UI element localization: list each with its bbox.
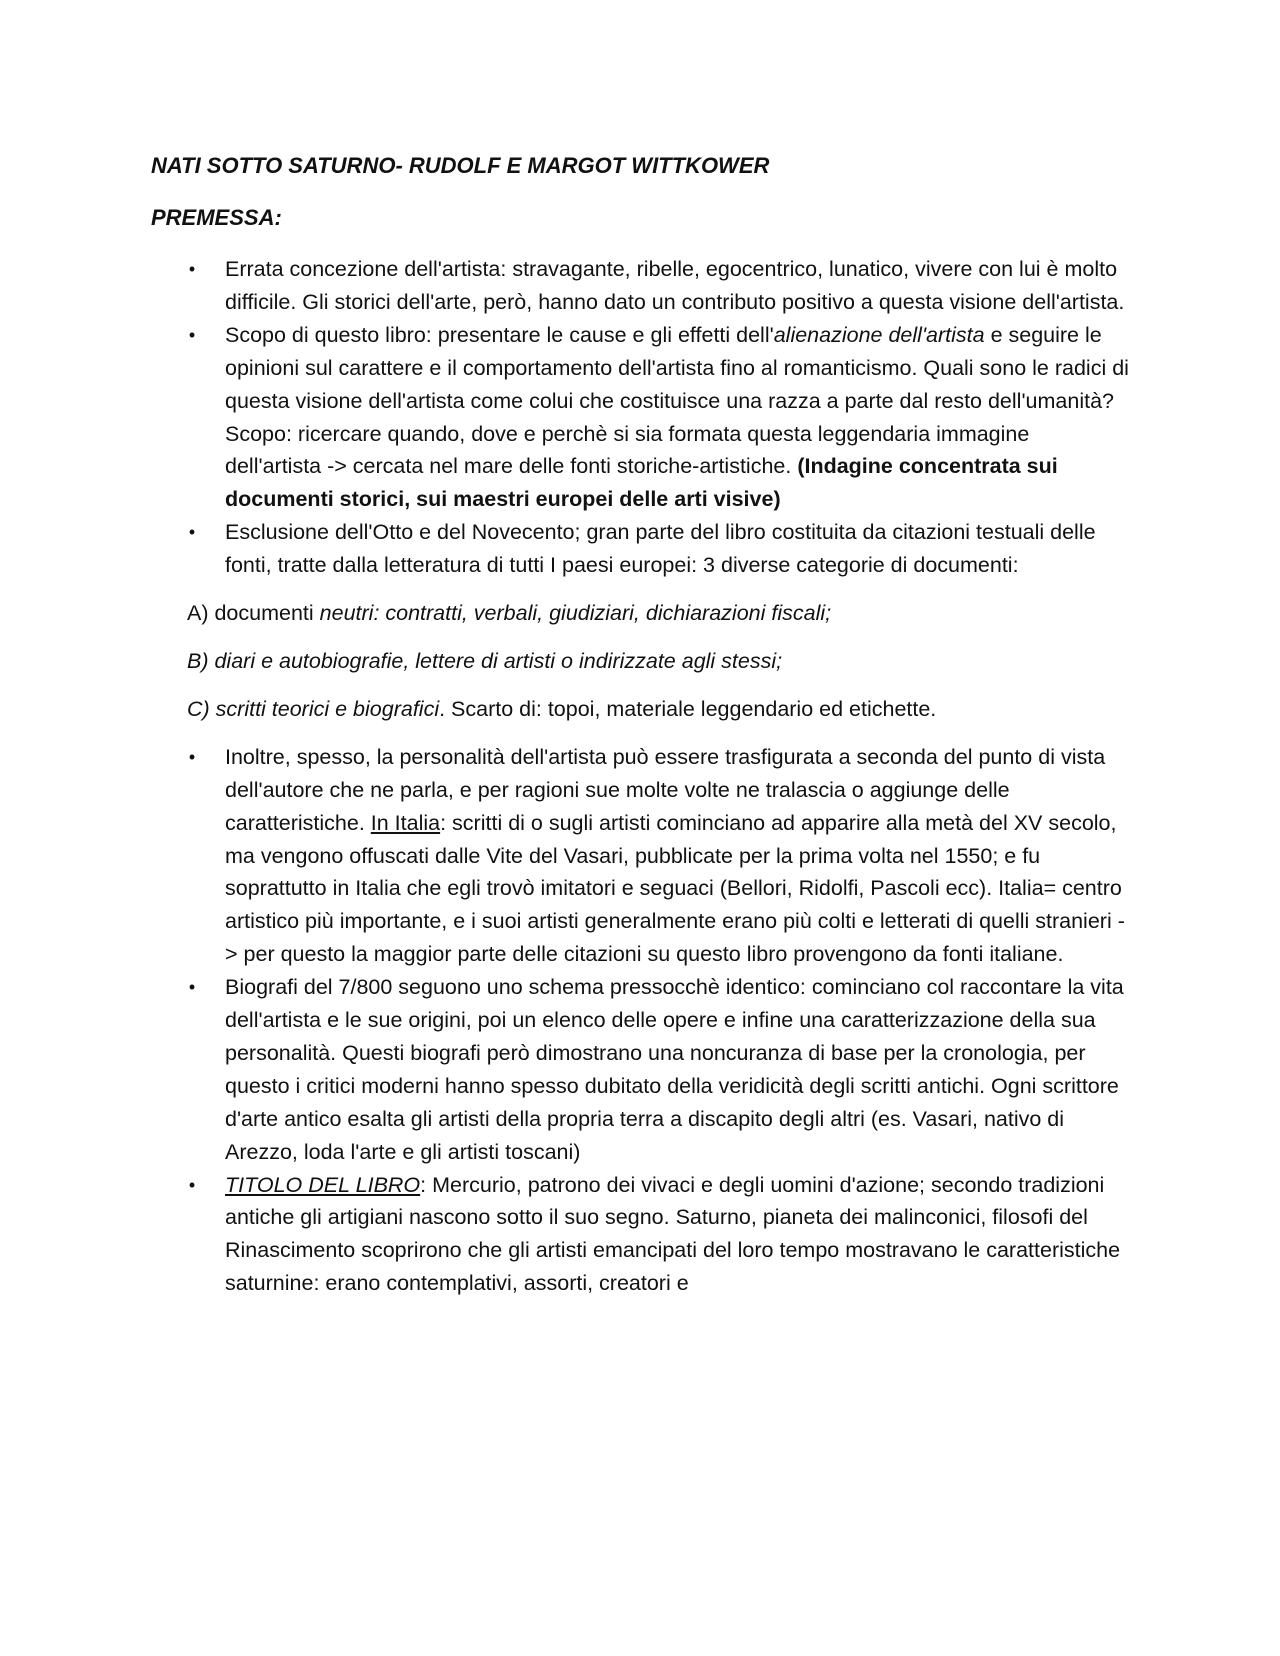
italic-phrase: alienazione dell'artista (773, 322, 985, 347)
bullet-icon: • (188, 746, 196, 767)
list-item (151, 971, 1131, 1168)
category-a (187, 597, 1131, 630)
category-b (187, 645, 1131, 678)
category-b-italic: B) diari e autobiografie, lettere di artisti o indirizzate agli stessi; (187, 648, 783, 673)
list-item-text: Inoltre, spesso, la personalità dell'artista può essere trasfigurata a seconda del punto di vista dell'autore che ne parla, e per ragioni sue molte volte ne tralascia o aggiunge delle caratteristiche. (225, 744, 1106, 835)
list-item (151, 516, 1131, 582)
category-a-label: A) documenti (187, 601, 320, 626)
bold-phrase: (Indagine concentrata sui documenti storici, sui maestri europei delle arti visive) (225, 454, 1058, 512)
list-item-text: : Mercurio, patrono dei vivaci e degli uomini d'azione; secondo tradizioni antiche gli artigiani nascono sotto il suo segno. Saturno, pianeta dei malinconici, filosofi del Rinascimento scoprirono che gli artisti emancipati del loro tempo mostravano le caratteristiche saturnine: erano contemplativi, assorti, creatori e (225, 1172, 1121, 1296)
bullet-icon: • (188, 1174, 196, 1195)
list-item-text: Biografi del 7/800 seguono uno schema pressocchè identico: cominciano col raccontare la vita dell'artista e le sue origini, poi un elenco delle opere e infine una caratterizzazione della sua personalità. Questi biografi però dimostrano una noncuranza di base per la cronologia, per questo i critici moderni hanno spesso dubitato della veridicità degli scritti antichi. Ogni scrittore d'arte antico esalta gli artisti della propria terra a discapito degli altri (es. Vasari, nativo di Arezzo, loda l'arte e gli artisti toscani) (225, 975, 1124, 1164)
list-item (151, 1169, 1131, 1301)
bullet-icon: • (188, 522, 196, 543)
document-title: NATI SOTTO SATURNO- RUDOLF E MARGOT WITTKOWER (151, 153, 770, 178)
category-a-italic: neutri: contratti, verbali, giudiziari, dichiarazioni fiscali; (319, 601, 832, 626)
list-item (151, 253, 1131, 319)
bullet-list-1 (151, 253, 1131, 582)
category-c-italic: C) scritti teorici e biografici (187, 696, 440, 721)
list-item-text: e seguire le opinioni sul carattere e il comportamento dell'artista fino al romanticismo. Quali sono le radici di questa visione dell'artista come colui che costituisce una razza a parte dal resto dell'umanità? Scopo: ricercare quando, dove e perchè si sia formata questa leggendaria immagine dell'artista -> cercata nel mare delle fonti storiche-artistiche. (225, 322, 1129, 479)
bullet-icon: • (188, 259, 196, 279)
section-heading-premessa: PREMESSA: (151, 205, 282, 230)
list-item (151, 319, 1131, 516)
list-item-text: Scopo di questo libro: presentare le cause e gli effetti dell' (225, 322, 774, 347)
bullet-icon: • (188, 324, 196, 345)
bullet-list-2 (151, 741, 1131, 1300)
book-title-label: TITOLO DEL LIBRO (225, 1172, 421, 1197)
list-item (151, 741, 1131, 971)
bullet-icon: • (188, 977, 196, 998)
category-c (187, 693, 1131, 726)
list-item-text: : scritti di o sugli artisti cominciano ad apparire alla metà del XV secolo, ma vengono offuscati dalle Vite del Vasari, pubblicate per la prima volta nel 1550; e fu soprattutto in Italia che egli trovò imitatori e seguaci (Bellori, Ridolfi, Pascoli ecc). Italia= centro artistico più importante, e i suoi artisti generalmente erano più colti e letterati di quelli stranieri -> per questo la maggior parte delle citazioni su questo libro provengono da fonti italiane. (225, 810, 1125, 967)
document-body (151, 150, 1131, 1300)
list-item-text: Esclusione dell'Otto e del Novecento; gran parte del libro costituita da citazioni testuali delle fonti, tratte dalla letteratura di tutti I paesi europei: 3 diverse categorie di documenti: (225, 520, 1096, 578)
category-c-text: . Scarto di: topoi, materiale leggendario ed etichette. (439, 696, 937, 721)
underlined-phrase: In Italia (370, 810, 441, 835)
list-item-text: Errata concezione dell'artista: stravagante, ribelle, egocentrico, lunatico, vivere con lui è molto difficile. Gli storici dell'arte, però, hanno dato un contributo positivo a questa visione dell'artista. (225, 257, 1125, 314)
